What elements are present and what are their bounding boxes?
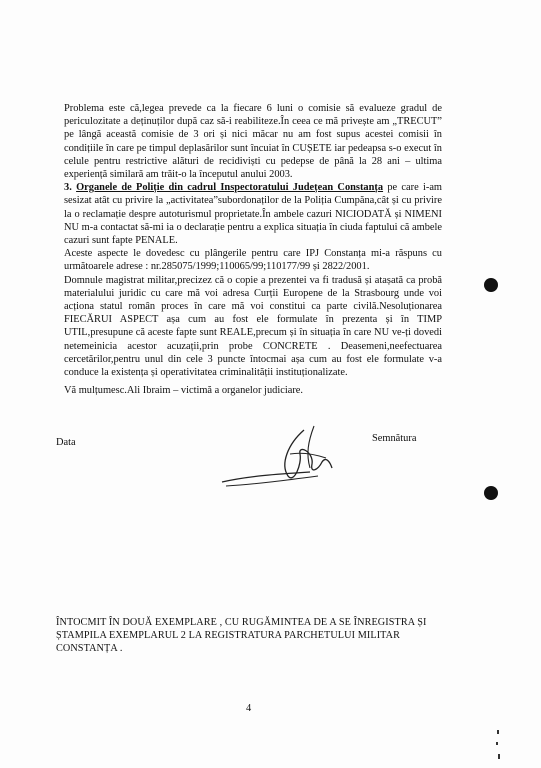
page-number: 4 xyxy=(246,703,252,714)
point-3-text: pe care i-am sesizat atât cu privire la „activitatea”subordonaților de la Poliția Cumpăna,cât și cu privire la o reclamație despre autoturismul proprietate.În ambele cazuri NICIODATĂ și NIMENI NU m-a contactat să-mi ia o declarație pentru a explica situația în ciuda faptului că ambele cazuri sunt fapte PENALE. xyxy=(64,182,443,247)
letter-body xyxy=(64,102,442,379)
handwritten-signature xyxy=(218,424,336,496)
point-number: 3. xyxy=(64,182,72,194)
closing-thanks: Vă mulțumesc.Ali Ibraim – victimă a organelor judiciare. xyxy=(64,385,304,396)
paragraph-magistrat: Domnule magistrat militar,precizez că o copie a prezentei va fi tradusă și atașată ca probă materialului juridic cu care mă voi adresa Curții Europene de la Strasbourg unde voi acționa statul român proces în care mă voi constitui ca parte civilă.Nesoluționarea FIECĂRUI ASPECT așa cum au fost ele formulate în prezenta și în TIMP UTIL,presupune că aceste fapte sunt REALE,precum și în situația în care NU ve-ți dovedi netemeinicia acestor acuzații,prin probe CONCRETE . Deasemeni,neefectuarea cercetărilor,pentru unul din cele 3 puncte întocmai așa cum au fost ele formulate v-a conduce la existența și operativitatea criminalității instituționalizate. xyxy=(64,274,442,379)
punch-hole-top xyxy=(484,278,498,292)
date-label: Data xyxy=(56,437,76,448)
paragraph-periculozitate: Problema este că,legea prevede ca la fiecare 6 luni o comisie să evalueze gradul de periculozitate a deținuților după caz să-i reabiliteze.În ceea ce mă privește am „TRECUT” pe lângă această comisie de 3 ori și nici măcar nu am fost supus acestei comisii în condițiile în care pe timpul deplasărilor sunt încuiat în CUȘETE iar pedeapsa s-o execut în celule pentru restrictive alături de recidiviști cu pedepse de până la 28 ani – ultima experiență similară am trăit-o la începutul anului 2003. xyxy=(64,103,442,181)
signature-label: Semnătura xyxy=(372,433,417,444)
paragraph-point-3 xyxy=(64,181,442,247)
scan-specks xyxy=(493,728,503,768)
point-3-heading: Organele de Poliție din cadrul Inspectoratului Județean Constanța xyxy=(76,182,384,194)
punch-hole-bottom xyxy=(484,486,498,500)
paragraph-addresses: Aceste aspecte le dovedesc cu plângerile pentru care IPJ Constanța mi-a răspuns cu următoarele adrese : nr.285075/1999;110065/99;110177/99 și 2822/2001. xyxy=(64,248,442,273)
registration-note: ÎNTOCMIT ÎN DOUĂ EXEMPLARE , CU RUGĂMINTEA DE A SE ÎNREGISTRA ȘI ȘTAMPILA EXEMPLARUL 2 LA REGISTRATURA PARCHETULUI MILITAR CONSTANȚA . xyxy=(56,617,427,654)
